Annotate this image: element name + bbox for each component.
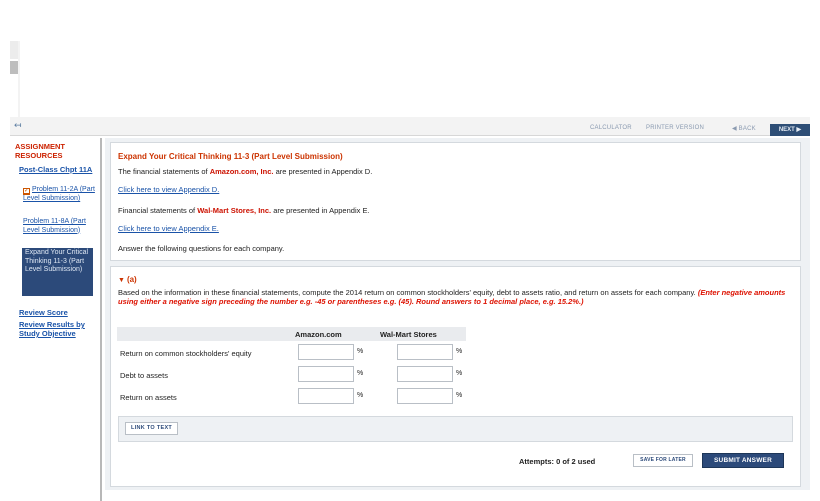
calculator-link[interactable]: CALCULATOR — [590, 125, 632, 131]
walmart-roa-input[interactable] — [397, 388, 453, 404]
table-row — [117, 343, 466, 363]
percent-unit: % — [456, 392, 463, 399]
back-arrow-icon[interactable]: ↤ — [14, 121, 22, 131]
percent-unit: % — [456, 348, 463, 355]
column-header-walmart: Wal-Mart Stores — [380, 330, 437, 339]
back-link[interactable]: ◀ BACK — [732, 126, 756, 132]
walmart-roe-input[interactable] — [397, 344, 453, 360]
percent-unit: % — [357, 370, 364, 377]
window-edge — [18, 41, 20, 123]
percent-unit: % — [357, 348, 364, 355]
printer-version-link[interactable]: PRINTER VERSION — [646, 125, 705, 131]
row-label: Return on common stockholders' equity — [120, 349, 252, 358]
save-for-later-button[interactable]: SAVE FOR LATER — [633, 454, 693, 467]
row-label: Debt to assets — [120, 371, 168, 380]
problem-statement-panel — [110, 142, 801, 261]
review-score-link[interactable]: Review Score — [19, 308, 68, 317]
top-toolbar — [10, 117, 810, 136]
part-a-panel — [110, 266, 801, 487]
amazon-statement-text: The financial statements of Amazon.com, Inc. are presented in Appendix D. — [118, 167, 373, 176]
appendix-e-link[interactable]: Click here to view Appendix E. — [118, 224, 219, 233]
window-artifact — [10, 61, 18, 74]
review-results-link[interactable]: Review Results by Study Objective — [19, 320, 85, 338]
collapse-triangle-icon: ▼ — [118, 277, 125, 284]
walmart-statement-text: Financial statements of Wal-Mart Stores, Inc. are presented in Appendix E. — [118, 206, 370, 215]
appendix-d-link[interactable]: Click here to view Appendix D. — [118, 185, 220, 194]
next-button[interactable]: NEXT ▶ — [770, 124, 810, 136]
question-intro-text: Answer the following questions for each company. — [118, 244, 285, 253]
column-header-amazon: Amazon.com — [295, 330, 342, 339]
link-to-text-button[interactable]: LINK TO TEXT — [125, 422, 178, 435]
amazon-debt-to-assets-input[interactable] — [298, 366, 354, 382]
amazon-roe-input[interactable] — [298, 344, 354, 360]
sidebar-item-problem-11-2a[interactable]: ✓ Problem 11-2A (Part Level Submission) — [23, 186, 95, 202]
sidebar-item-critical-thinking-11-3[interactable]: Expand Your Critical Thinking 11-3 (Part Level Submission) — [22, 248, 93, 296]
problem-title: Expand Your Critical Thinking 11-3 (Part Level Submission) — [118, 152, 343, 161]
window-artifact — [10, 41, 18, 59]
part-a-instructions: Based on the information in these financial statements, compute the 2014 return on common stockholders' equity, debt to assets ratio, and return on assets for each company. (Enter negative amounts using either a negative sign preceding the number e.g. -45 or parentheses e.g. (45). Round answers to 1 decimal place, e.g. 15.2%.) — [118, 288, 786, 306]
link-to-text-box — [118, 416, 793, 442]
answer-table-header — [117, 327, 466, 341]
sidebar-chapter-link[interactable]: Post-Class Chpt 11A — [19, 165, 93, 174]
table-row — [117, 387, 466, 407]
submit-answer-button[interactable]: SUBMIT ANSWER — [702, 453, 784, 468]
amazon-roa-input[interactable] — [298, 388, 354, 404]
percent-unit: % — [456, 370, 463, 377]
sidebar-heading: ASSIGNMENT RESOURCES — [15, 142, 66, 160]
walmart-debt-to-assets-input[interactable] — [397, 366, 453, 382]
percent-unit: % — [357, 392, 364, 399]
answer-table — [117, 327, 466, 402]
table-row — [117, 365, 466, 385]
sidebar-item-problem-11-8a[interactable]: Problem 11-8A (Part Level Submission) — [23, 218, 86, 234]
row-label: Return on assets — [120, 393, 177, 402]
part-a-toggle[interactable]: ▼ (a) — [118, 275, 137, 284]
attempts-counter: Attempts: 0 of 2 used — [519, 457, 596, 466]
checkmark-icon: ✓ — [24, 188, 30, 194]
assignment-sidebar — [10, 138, 102, 501]
